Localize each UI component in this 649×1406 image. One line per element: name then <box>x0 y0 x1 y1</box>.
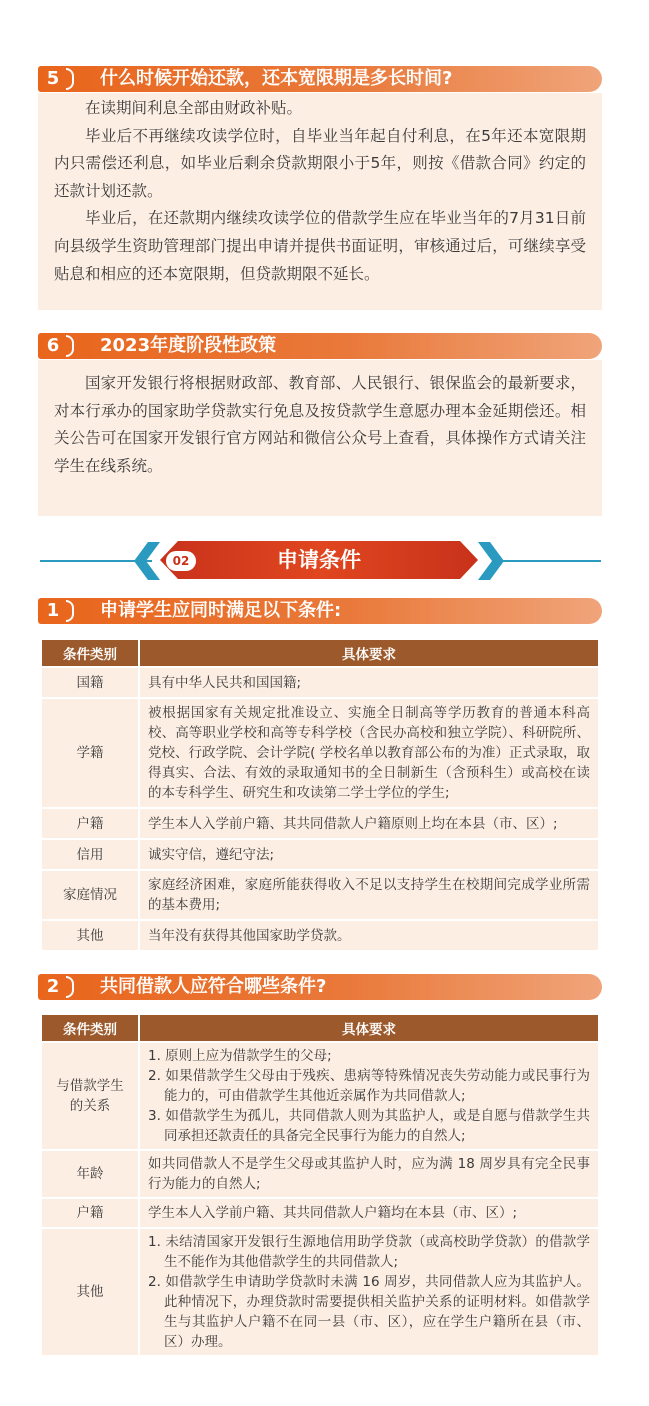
requirement-cell: 被根据国家有关规定批准设立、实施全日制高等学历教育的普通本科高校、高等职业学校和高等专科学校（含民办高校和独立学院）、科研院所、党校、行政学院、会计学院( 学校名单以教育部公布的为准）正式录取，取得真实、合法、有效的录取通知书的全日制新生（含预科生）或高校在读的本专科学生、研究生和攻读第二学士学位的学生; <box>139 698 599 808</box>
q6-paragraph: 国家开发银行将根据财政部、教育部、人民银行、银保监会的最新要求，对本行承办的国家助学贷款实行免息及按贷款学生意愿办理本金延期偿还。相关公告可在国家开发银行官方网站和微信公众号上查看，具体操作方式请关注学生在线系统。 <box>54 374 586 475</box>
requirement-cell: 诚实守信，遵纪守法; <box>139 839 599 870</box>
section-divider-right <box>497 560 601 562</box>
category-cell: 家庭情况 <box>41 870 139 920</box>
c2-table <box>40 1013 600 1357</box>
category-cell: 年龄 <box>41 1150 139 1198</box>
requirement-cell <box>139 1228 599 1356</box>
section-title: 申请条件 <box>277 548 361 572</box>
requirement-cell: 家庭经济困难，家庭所能获得收入不足以支持学生在校期间完成学业所需的基本费用; <box>139 870 599 920</box>
list-item: 2. 如借款学生申请助学贷款时未满 16 周岁，共同借款人应为其监护人。此种情况下，办理贷款时需要提供相关监护关系的证明材料。如借款学生与其监护人户籍不在同一县（市、区），应在学生户籍所在县（市、区）办理。 <box>148 1274 590 1350</box>
c2-number: 2 <box>46 976 60 997</box>
category-cell: 学籍 <box>41 698 139 808</box>
q6-header <box>38 333 602 359</box>
q6-number-bracket <box>66 335 74 357</box>
table-header-row <box>41 1014 599 1042</box>
q5-title: 什么时候开始还款，还本宽限期是多长时间? <box>100 68 453 89</box>
q6-title: 2023年度阶段性政策 <box>100 335 277 356</box>
table-row <box>41 920 599 951</box>
chevron-left-icon <box>134 542 160 580</box>
c1-number-bracket <box>66 600 74 622</box>
table-header-row <box>41 639 599 667</box>
category-cell: 信用 <box>41 839 139 870</box>
c2-header <box>38 974 602 1000</box>
category-cell <box>41 1042 139 1150</box>
c1-table <box>40 638 600 952</box>
q5-paragraph: 在读期间利息全部由财政补贴。 <box>85 99 303 117</box>
q6-panel <box>38 360 602 516</box>
section-badge: 02 <box>166 551 196 571</box>
table-row <box>41 698 599 808</box>
category-cell: 户籍 <box>41 808 139 839</box>
table-row <box>41 870 599 920</box>
q5-number: 5 <box>46 68 60 89</box>
column-header: 条件类别 <box>41 639 139 667</box>
requirement-cell: 当年没有获得其他国家助学贷款。 <box>139 920 599 951</box>
column-header: 具体要求 <box>139 1014 599 1042</box>
q5-panel <box>38 93 602 310</box>
c2-title: 共同借款人应符合哪些条件? <box>100 976 327 997</box>
q5-paragraph: 毕业后，在还款期内继续攻读学位的借款学生应在毕业当年的7月31日前向县级学生资助管理部门提出申请并提供书面证明，审核通过后，可继续享受贴息和相应的还本宽限期，但贷款期限不延长。 <box>54 209 586 283</box>
table-row <box>41 808 599 839</box>
q5-paragraph: 毕业后不再继续攻读学位时，自毕业当年起自付利息，在5年还本宽限期内只需偿还利息，如毕业后剩余贷款期限小于5年，则按《借款合同》约定的还款计划还款。 <box>54 126 586 200</box>
c2-number-bracket <box>66 976 74 998</box>
requirement-cell: 如共同借款人不是学生父母或其监护人时，应为满 18 周岁具有完全民事行为能力的自然人; <box>139 1150 599 1198</box>
table-row <box>41 1198 599 1228</box>
table-row <box>41 1042 599 1150</box>
category-cell: 其他 <box>41 920 139 951</box>
column-header: 具体要求 <box>139 639 599 667</box>
requirement-cell: 具有中华人民共和国国籍; <box>139 667 599 698</box>
other-conditions-list <box>148 1232 590 1352</box>
requirement-cell: 学生本人入学前户籍、其共同借款人户籍原则上均在本县（市、区）; <box>139 808 599 839</box>
category-cell: 其他 <box>41 1228 139 1356</box>
column-header: 条件类别 <box>41 1014 139 1042</box>
list-item: 1. 原则上应为借款学生的父母; <box>148 1048 332 1064</box>
table-row <box>41 667 599 698</box>
table-row <box>41 1228 599 1356</box>
q6-number: 6 <box>46 335 60 356</box>
q5-header <box>38 66 602 92</box>
list-item: 3. 如借款学生为孤儿，共同借款人则为其监护人，或是自愿与借款学生共同承担还款责任的具备完全民事行为能力的自然人; <box>148 1108 590 1144</box>
table-row <box>41 839 599 870</box>
list-item: 1. 未结清国家开发银行生源地信用助学贷款（或高校助学贷款）的借款学生不能作为其他借款学生的共同借款人; <box>148 1234 590 1270</box>
requirement-cell <box>139 1042 599 1150</box>
list-item: 2. 如果借款学生父母由于残疾、患病等特殊情况丧失劳动能力或民事行为能力的，可由借款学生其他近亲属作为共同借款人; <box>148 1068 590 1104</box>
q5-number-bracket <box>66 68 74 90</box>
relationship-list <box>148 1046 590 1146</box>
table-row <box>41 1150 599 1198</box>
category-cell: 户籍 <box>41 1198 139 1228</box>
category-cell: 国籍 <box>41 667 139 698</box>
c1-title: 申请学生应同时满足以下条件: <box>100 600 342 621</box>
relationship-label: 与借款学生的关系 <box>56 1078 124 1114</box>
requirement-cell: 学生本人入学前户籍、其共同借款人户籍均在本县（市、区）; <box>139 1198 599 1228</box>
chevron-right-icon <box>478 542 504 580</box>
c1-header <box>38 598 602 624</box>
c1-number: 1 <box>46 600 60 621</box>
